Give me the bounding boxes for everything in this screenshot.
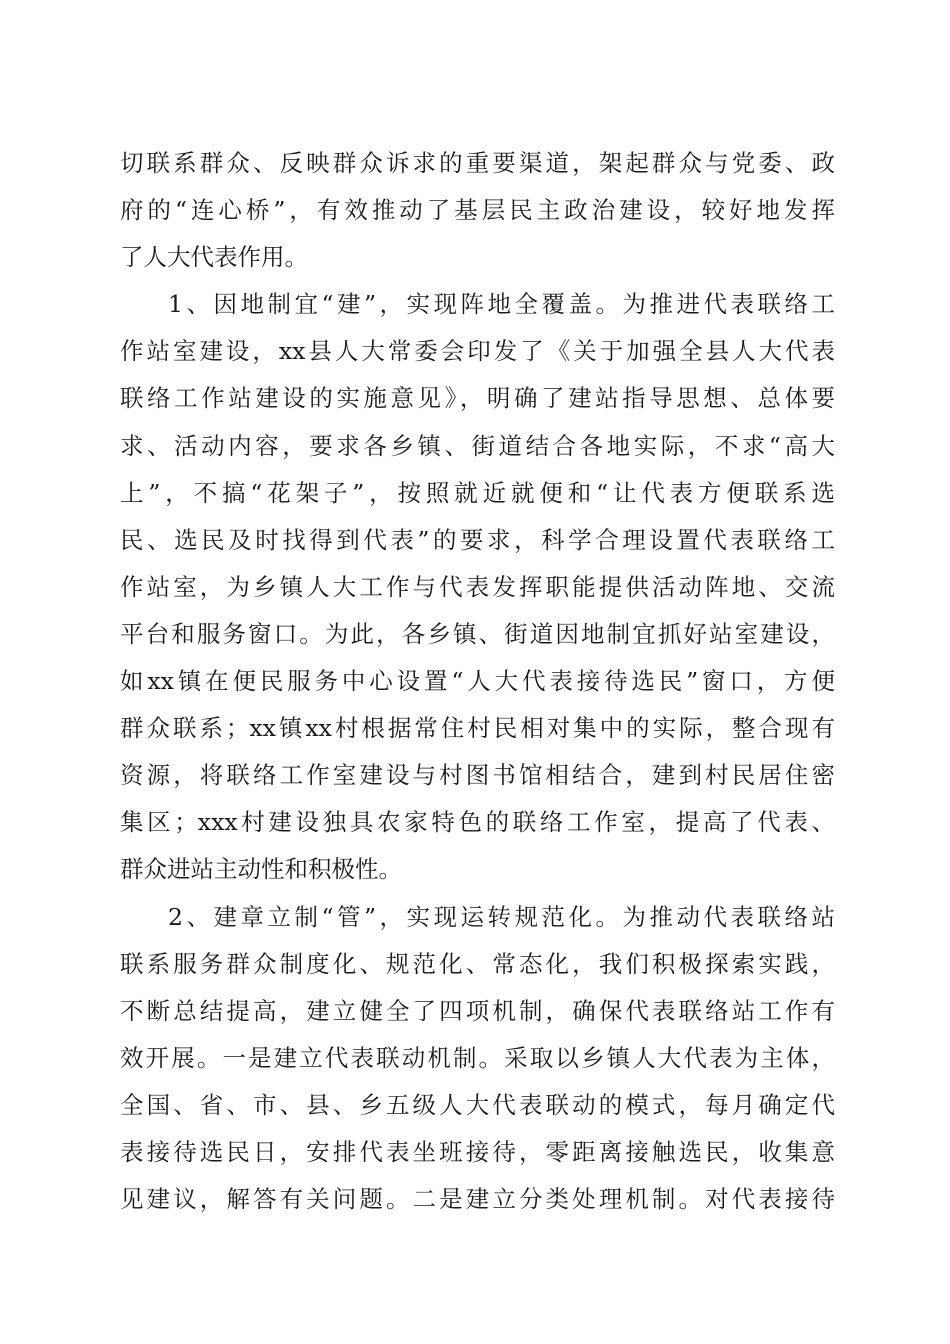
text-line: 见建议，解答有关问题。二是建立分类处理机制。对代表接待 xyxy=(120,1185,835,1214)
text-line: 府的“连心桥”，有效推动了基层民主政治建设，较好地发挥 xyxy=(120,196,835,225)
text-line: 联系服务群众制度化、规范化、常态化，我们积极探索实践， xyxy=(120,949,835,978)
paragraph-1-heading-line: 1、因地制宜“建”，实现阵地全覆盖。为推进代表联络工 xyxy=(168,290,835,319)
text-line: 了人大代表作用。 xyxy=(120,243,308,272)
text-line: 资源，将联络工作室建设与村图书馆相结合，建到村民居住密 xyxy=(120,761,835,790)
text-line: 群众联系；xx镇xx村根据常住村民相对集中的实际，整合现有 xyxy=(120,714,835,743)
body-text xyxy=(120,140,835,1223)
text-line: 如xx镇在便民服务中心设置“人大代表接待选民”窗口，方便 xyxy=(120,667,835,696)
paragraph-2-heading-line: 2、建章立制“管”，实现运转规范化。为推动代表联络站 xyxy=(168,902,835,931)
text-line: 切联系群众、反映群众诉求的重要渠道，架起群众与党委、政 xyxy=(120,149,835,177)
text-line: 平台和服务窗口。为此，各乡镇、街道因地制宜抓好站室建设， xyxy=(120,619,835,648)
text-line: 群众进站主动性和积极性。 xyxy=(120,855,402,884)
text-line: 作站室，为乡镇人大工作与代表发挥职能提供活动阵地、交流 xyxy=(120,572,835,601)
text-line: 效开展。一是建立代表联动机制。采取以乡镇人大代表为主体， xyxy=(120,1043,835,1072)
text-line: 求、活动内容，要求各乡镇、街道结合各地实际，不求“高大 xyxy=(120,431,835,460)
text-line: 上”，不搞“花架子”，按照就近就便和“让代表方便联系选 xyxy=(120,478,835,507)
text-line: 集区；xxx村建设独具农家特色的联络工作室，提高了代表、 xyxy=(120,808,835,837)
text-line: 表接待选民日，安排代表坐班接待，零距离接触选民，收集意 xyxy=(120,1137,835,1166)
text-line: 不断总结提高，建立健全了四项机制，确保代表联络站工作有 xyxy=(120,996,835,1025)
text-line: 联络工作站建设的实施意见》，明确了建站指导思想、总体要 xyxy=(120,384,835,413)
text-line: 民、选民及时找得到代表”的要求，科学合理设置代表联络工 xyxy=(120,525,835,554)
text-line: 作站室建设，xx县人大常委会印发了《关于加强全县人大代表 xyxy=(120,337,835,366)
text-line: 全国、省、市、县、乡五级人大代表联动的模式，每月确定代 xyxy=(120,1090,835,1119)
